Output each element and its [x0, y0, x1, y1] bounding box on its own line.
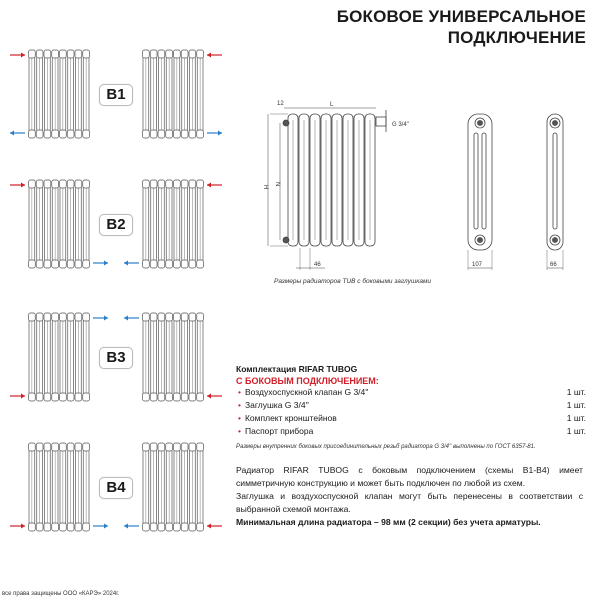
supply-arrow-icon: [10, 394, 25, 399]
kit-item-name: Комплект кронштейнов: [244, 413, 337, 423]
kit-item: [236, 425, 586, 438]
kit-item-qty: 1 шт.: [566, 413, 586, 423]
radiator-icon: [29, 443, 90, 531]
kit-contents: [236, 364, 586, 450]
kit-item-name: Воздухоспускной клапан G 3/4'': [244, 387, 369, 397]
kit-heading: Комплектация RIFAR TUBOG: [236, 364, 358, 374]
dim-depth-107: 107: [472, 262, 483, 268]
return-arrow-icon: [10, 131, 25, 136]
kit-item-qty: 1 шт.: [566, 426, 586, 436]
description: [236, 464, 583, 529]
supply-arrow-icon: [207, 53, 222, 58]
copyright-footer: все права защищены ООО «КАРЭ» 2024г.: [2, 591, 120, 597]
return-arrow-icon: [93, 524, 108, 529]
scheme-label: B2: [99, 214, 133, 236]
supply-arrow-icon: [207, 394, 222, 399]
dim-height: H: [262, 185, 268, 190]
supply-arrow-icon: [10, 53, 25, 58]
kit-item-qty: 1 шт.: [566, 387, 586, 397]
supply-arrow-icon: [10, 183, 25, 188]
bullet-icon: •: [238, 426, 241, 436]
dim-axis: N: [274, 182, 280, 187]
dim-offset: 12: [277, 101, 284, 107]
return-arrow-icon: [124, 261, 139, 266]
kit-item: [236, 412, 586, 425]
bullet-icon: •: [238, 387, 241, 397]
radiator-icon: [143, 50, 204, 138]
radiator-dimension-drawing: [250, 90, 600, 280]
dim-section: 46: [314, 262, 321, 268]
bullet-icon: •: [238, 413, 241, 423]
kit-item: [236, 386, 586, 399]
return-arrow-icon: [124, 316, 139, 321]
supply-arrow-icon: [10, 524, 25, 529]
kit-note: Размеры внутренних боковых присоединительных резьб радиатора G 3/4'' выполнены по ГОСТ 6357-81.: [236, 444, 536, 450]
drawing-caption: Размеры радиаторов TUB с боковыми заглушками: [274, 278, 432, 285]
bullet-icon: •: [238, 400, 241, 410]
description-p1: Радиатор RIFAR TUBOG с боковым подключением (схемы B1-B4) имеет симметричную конструкцию и может быть подключен по любой из схем.: [236, 465, 583, 488]
radiator-icon: [143, 180, 204, 268]
radiator-icon: [29, 50, 90, 138]
page-title: БОКОВОЕ УНИВЕРСАЛЬНОЕ ПОДКЛЮЧЕНИЕ: [336, 7, 586, 47]
kit-item-name: Паспорт прибора: [244, 426, 314, 436]
dim-length: L: [330, 102, 334, 108]
kit-item-name: Заглушка G 3/4'': [244, 400, 309, 410]
supply-arrow-icon: [207, 183, 222, 188]
scheme-label: B1: [99, 84, 133, 106]
description-p3: Минимальная длина радиатора – 98 мм (2 секции) без учета арматуры.: [236, 517, 541, 527]
dim-depth-66: 66: [550, 262, 557, 268]
kit-subheading: С БОКОВЫМ ПОДКЛЮЧЕНИЕМ:: [236, 376, 379, 386]
radiator-icon: [143, 443, 204, 531]
kit-item-qty: 1 шт.: [566, 400, 586, 410]
kit-item: [236, 399, 586, 412]
scheme-label: B4: [99, 477, 133, 499]
dim-thread: G 3/4'': [392, 122, 409, 128]
return-arrow-icon: [93, 316, 108, 321]
description-p2: Заглушка и воздухоспускной клапан могут быть перенесены в соответствии с выбранной схемой монтажа.: [236, 491, 583, 514]
radiator-icon: [29, 180, 90, 268]
return-arrow-icon: [93, 261, 108, 266]
return-arrow-icon: [124, 524, 139, 529]
radiator-icon: [29, 313, 90, 401]
supply-arrow-icon: [207, 524, 222, 529]
return-arrow-icon: [207, 131, 222, 136]
scheme-label: B3: [99, 347, 133, 369]
radiator-icon: [143, 313, 204, 401]
